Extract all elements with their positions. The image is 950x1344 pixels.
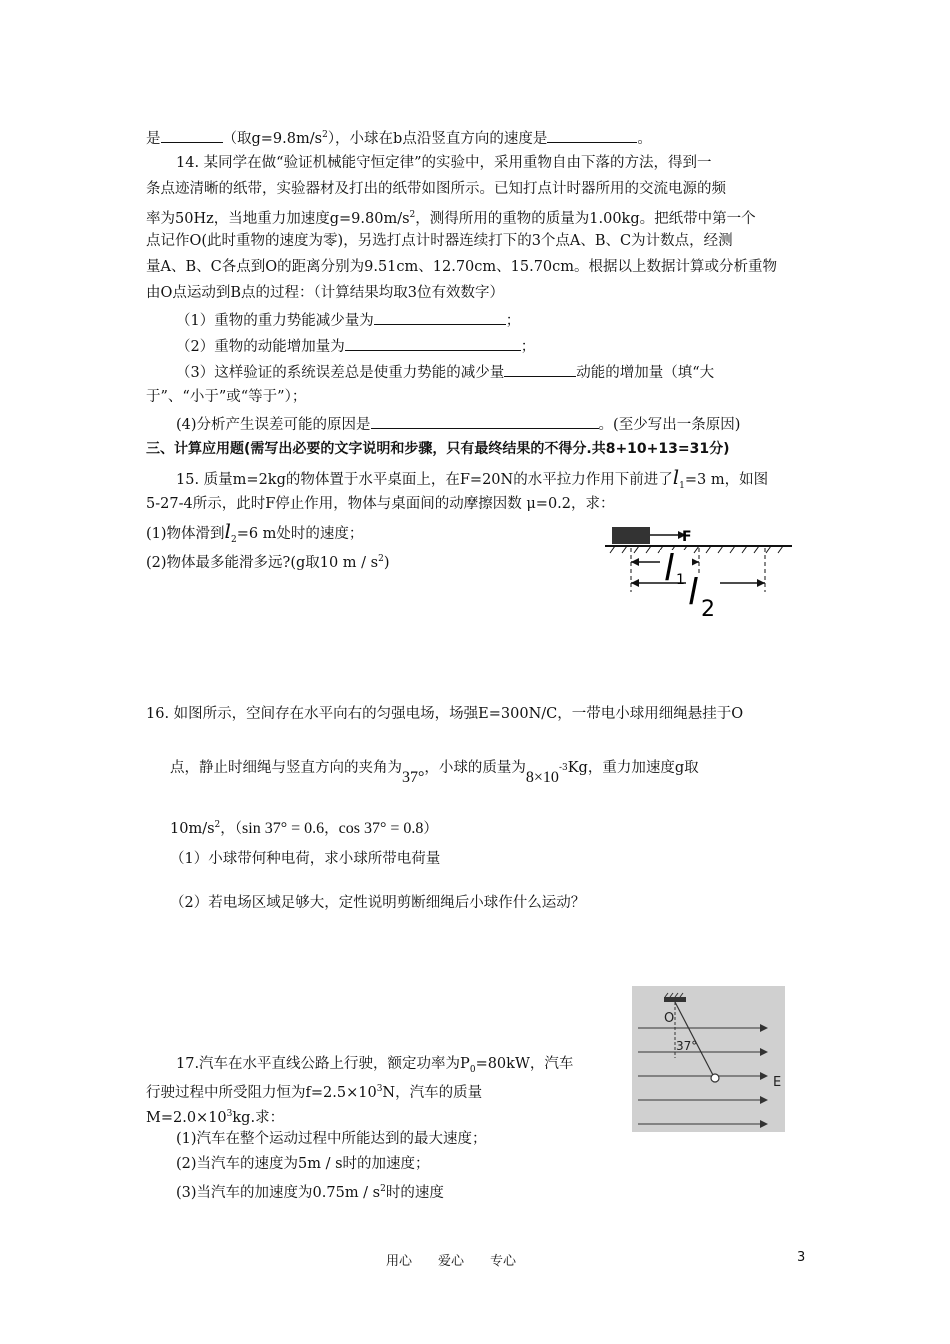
q15-figure bbox=[600, 522, 800, 622]
page-number: 3 bbox=[797, 1250, 806, 1265]
ceiling bbox=[664, 997, 686, 1002]
q16-ask2: （2）若电场区域足够大，定性说明剪断细绳后小球作什么运动？ bbox=[170, 895, 586, 911]
q14-line6: 由O点运动到B点的过程：（计算结果均取3位有效数字） bbox=[146, 285, 505, 301]
q17-line3: $M=2.0\times 10^3kg$.求： bbox=[146, 1109, 285, 1126]
q14-line5: 量A、B、C各点到O的距离分别为9.51cm、12.70cm、15.70cm。根据以上数据计算或分析重物 bbox=[146, 259, 778, 275]
answer-blank[interactable] bbox=[504, 361, 576, 377]
l2-sub: 2 bbox=[701, 597, 715, 622]
q17-ask3: (3)当汽车的加速度为$0.75m / s^2$时的速度 bbox=[176, 1184, 444, 1201]
q14-sub3: （3）这样验证的系统误差总是使重力势能的减少量 动能的增加量（填“大 bbox=[176, 361, 714, 383]
block bbox=[612, 527, 650, 544]
charged-ball bbox=[711, 1074, 719, 1082]
q17-ask2: (2)当汽车的速度为5m / s时的加速度； bbox=[176, 1156, 430, 1172]
answer-blank[interactable] bbox=[374, 309, 506, 325]
q14-line3: 率为50Hz，当地重力加速度$g=9.80m/s^2$，测得所用的重物的质量为1.00kg。把纸带中第一个 bbox=[146, 210, 756, 227]
l1-sub: 1 bbox=[676, 572, 685, 588]
point-o-label: O bbox=[664, 1011, 675, 1026]
field-e-label: E bbox=[773, 1075, 782, 1090]
q15-line2: 5-27-4所示，此时F停止作用，物体与桌面间的动摩擦因数 μ=0.2，求： bbox=[146, 496, 615, 512]
answer-blank[interactable] bbox=[345, 335, 521, 351]
l1-arrow-right bbox=[691, 558, 699, 566]
answer-blank[interactable] bbox=[371, 413, 599, 429]
q14-sub2: （2）重物的动能增加量为 ； bbox=[176, 335, 535, 357]
ground-hatch bbox=[610, 546, 783, 553]
q16-line1: 16. 如图所示，空间存在水平向右的匀强电场，场强E=300N/C，一带电小球用细绳悬挂于O bbox=[146, 706, 744, 722]
figure-background bbox=[632, 986, 785, 1132]
q15-ask2: (2)物体最多能滑多远?(g取10 m / $s^2$) bbox=[146, 554, 390, 571]
q14-line4: 点记作O(此时重物的速度为零)，另选打点计时器连续打下的3个点A、B、C为计数点，经测 bbox=[146, 233, 733, 249]
l2-label: l bbox=[688, 572, 699, 613]
l1-arrow-left bbox=[631, 558, 639, 566]
l2-arrow-left bbox=[631, 579, 639, 587]
q15-ask1: (1)物体滑到$l_2=6$ m处时的速度； bbox=[146, 519, 364, 545]
q16-line2: 点，静止时细绳与竖直方向的夹角为37°，小球的质量为$8\times 10^{-3}Kg$，重力加速度g取 bbox=[170, 759, 699, 786]
q17-line1: 17.汽车在水平直线公路上行驶，额定功率为$P_0=80kW$，汽车 bbox=[176, 1056, 574, 1075]
q16-figure bbox=[632, 986, 785, 1132]
q14-sub4: (4)分析产生误差可能的原因是 。(至少写出一条原因) bbox=[176, 413, 740, 435]
footer-text: 用心 爱心 专心 bbox=[386, 1254, 517, 1269]
q14-sub3-cont: 于”、“小于”或“等于”）； bbox=[146, 389, 307, 405]
q15-line1: 15. 质量m=2kg的物体置于水平桌面上，在F=20N的水平拉力作用下前进了$l_1=3$ m，如图 bbox=[176, 465, 769, 491]
q14-sub1: （1）重物的重力势能减少量为 ； bbox=[176, 309, 520, 331]
l1-label: l bbox=[664, 548, 675, 589]
q14-line2: 条点迹清晰的纸带，实验器材及打出的纸带如图所示。已知打点计时器所用的交流电源的频 bbox=[146, 181, 726, 197]
l2-arrow-right bbox=[757, 579, 765, 587]
answer-blank[interactable] bbox=[547, 127, 637, 143]
section-heading: 三、计算应用题(需写出必要的文字说明和步骤，只有最终结果的不得分.共8+10+13=31分) bbox=[146, 441, 730, 457]
q17-line2: 行驶过程中所受阻力恒为$f=2.5\times 10^3N$，汽车的质量 bbox=[146, 1084, 483, 1101]
q13-tail: 是 （取$g=9.8m/s^2$），小球在b点沿竖直方向的速度是 。 bbox=[146, 125, 652, 149]
answer-blank[interactable] bbox=[161, 127, 223, 143]
q14-line1: 14. 某同学在做“验证机械能守恒定律”的实验中，采用重物自由下落的方法，得到一 bbox=[176, 155, 712, 171]
q16-line3: $10m/s^2$，（sin 37° = 0.6，cos 37° = 0.8） bbox=[170, 819, 438, 837]
q17-ask1: (1)汽车在整个运动过程中所能达到的最大速度； bbox=[176, 1131, 487, 1147]
angle-label: 37° bbox=[676, 1039, 698, 1053]
force-label: F bbox=[682, 529, 692, 545]
q16-ask1: （1）小球带何种电荷，求小球所带电荷量 bbox=[170, 851, 441, 867]
